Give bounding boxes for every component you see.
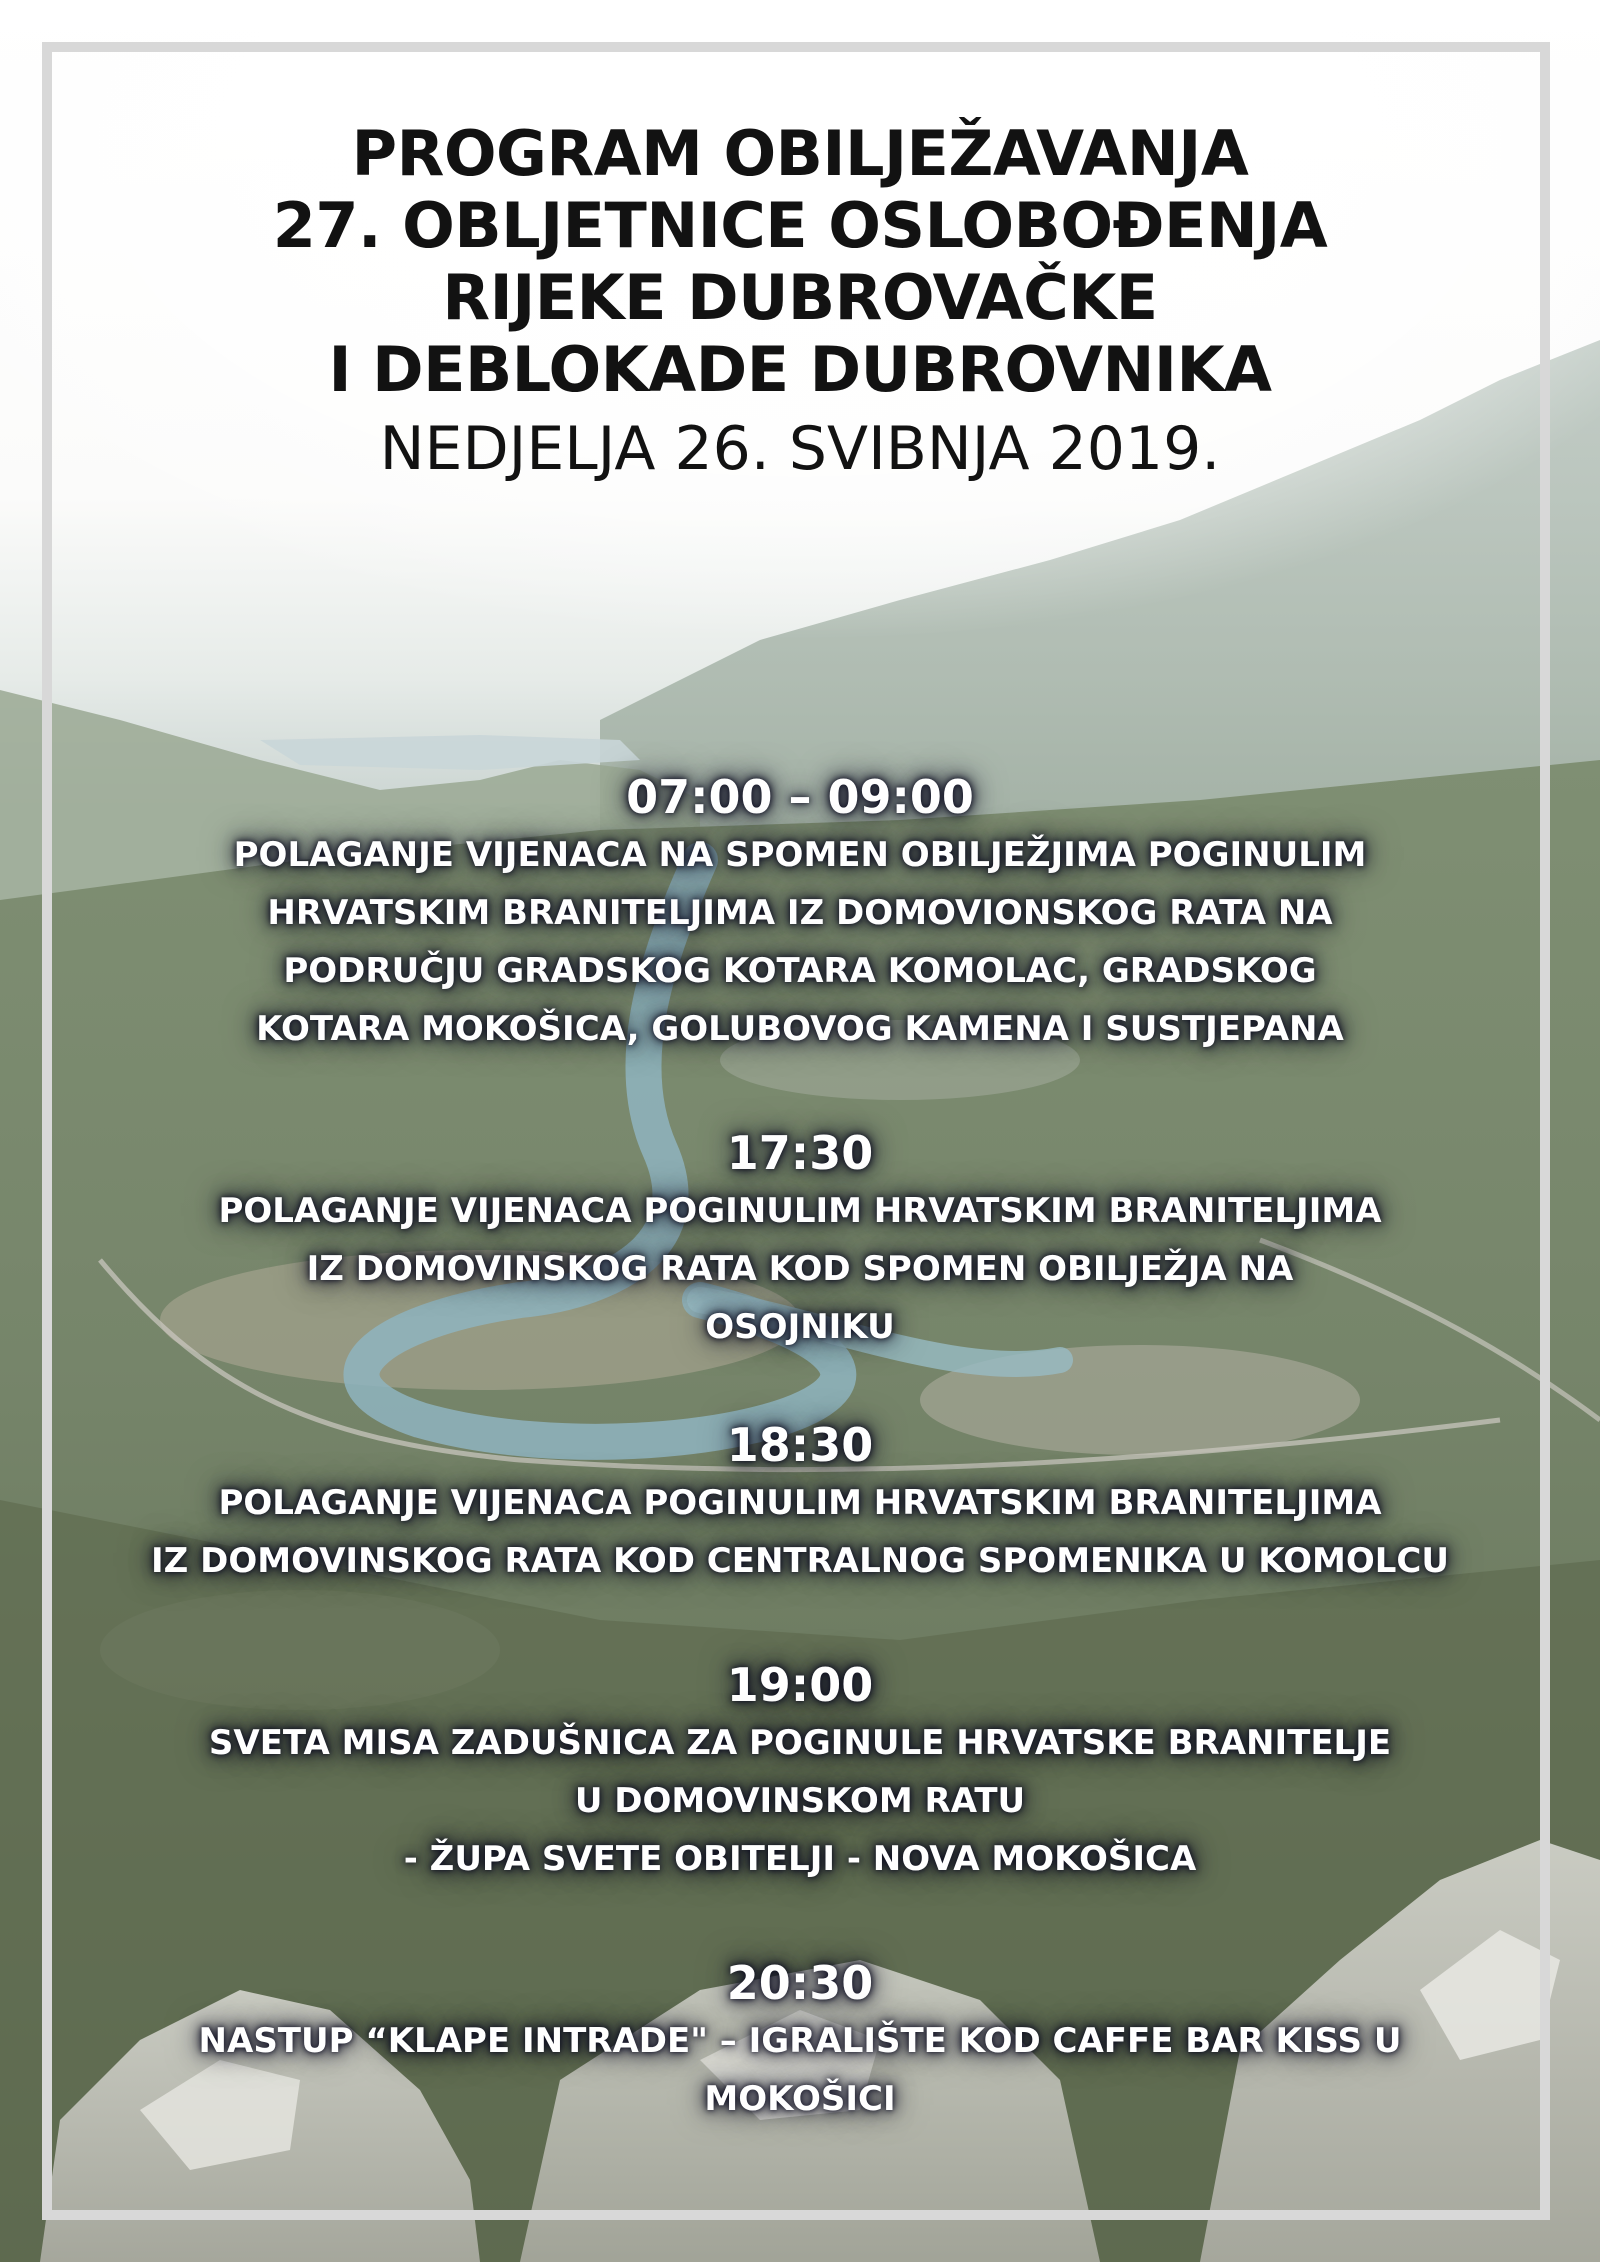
title-line-3: RIJEKE DUBROVAČKE — [442, 261, 1158, 334]
event-time: 07:00 – 09:00 — [626, 770, 974, 824]
event-description-line: KOTARA MOKOŠICA, GOLUBOVOG KAMENA I SUSTJEPANA — [256, 1009, 1344, 1049]
event-description-line: IZ DOMOVINSKOG RATA KOD CENTRALNOG SPOMENIKA U KOMOLCU — [151, 1541, 1449, 1581]
event-description-line: - ŽUPA SVETE OBITELJI - NOVA MOKOŠICA — [403, 1839, 1197, 1879]
event-description-line: SVETA MISA ZADUŠNICA ZA POGINULE HRVATSKE BRANITELJE — [208, 1723, 1392, 1763]
event-date: NEDJELJA 26. SVIBNJA 2019. — [379, 414, 1221, 484]
event-description-line: POLAGANJE VIJENACA NA SPOMEN OBILJEŽJIMA POGINULIM — [233, 835, 1367, 875]
title-line-4: I DEBLOKADE DUBROVNIKA — [328, 333, 1272, 406]
event-description-line: IZ DOMOVINSKOG RATA KOD SPOMEN OBILJEŽJA NA — [306, 1249, 1294, 1289]
event-1900 — [40, 1656, 1560, 1888]
event-description-line: OSOJNIKU — [705, 1307, 895, 1347]
event-time: 18:30 — [726, 1418, 874, 1472]
event-description-line: NASTUP “KLAPE INTRADE" – IGRALIŠTE KOD CAFFE BAR KISS U — [198, 2021, 1402, 2061]
event-description-line: POLAGANJE VIJENACA POGINULIM HRVATSKIM BRANITELJIMA — [218, 1483, 1382, 1523]
title-line-1: PROGRAM OBILJEŽAVANJA — [351, 117, 1249, 190]
event-1730 — [40, 1124, 1560, 1356]
event-0700 — [40, 768, 1560, 1058]
event-time: 17:30 — [726, 1126, 874, 1180]
event-1830 — [40, 1416, 1560, 1590]
event-description-line: PODRUČJU GRADSKOG KOTARA KOMOLAC, GRADSKOG — [283, 951, 1317, 991]
title-line-2: 27. OBLJETNICE OSLOBOĐENJA — [272, 189, 1328, 262]
event-time: 19:00 — [726, 1658, 874, 1712]
event-time: 20:30 — [726, 1956, 874, 2010]
event-description-line: POLAGANJE VIJENACA POGINULIM HRVATSKIM BRANITELJIMA — [218, 1191, 1382, 1231]
event-description-line: HRVATSKIM BRANITELJIMA IZ DOMOVIONSKOG RATA NA — [267, 893, 1333, 933]
event-description-line: U DOMOVINSKOM RATU — [574, 1781, 1026, 1821]
event-2030 — [40, 1954, 1560, 2128]
poster-title — [0, 118, 1600, 488]
event-description-line: MOKOŠICI — [704, 2079, 896, 2119]
